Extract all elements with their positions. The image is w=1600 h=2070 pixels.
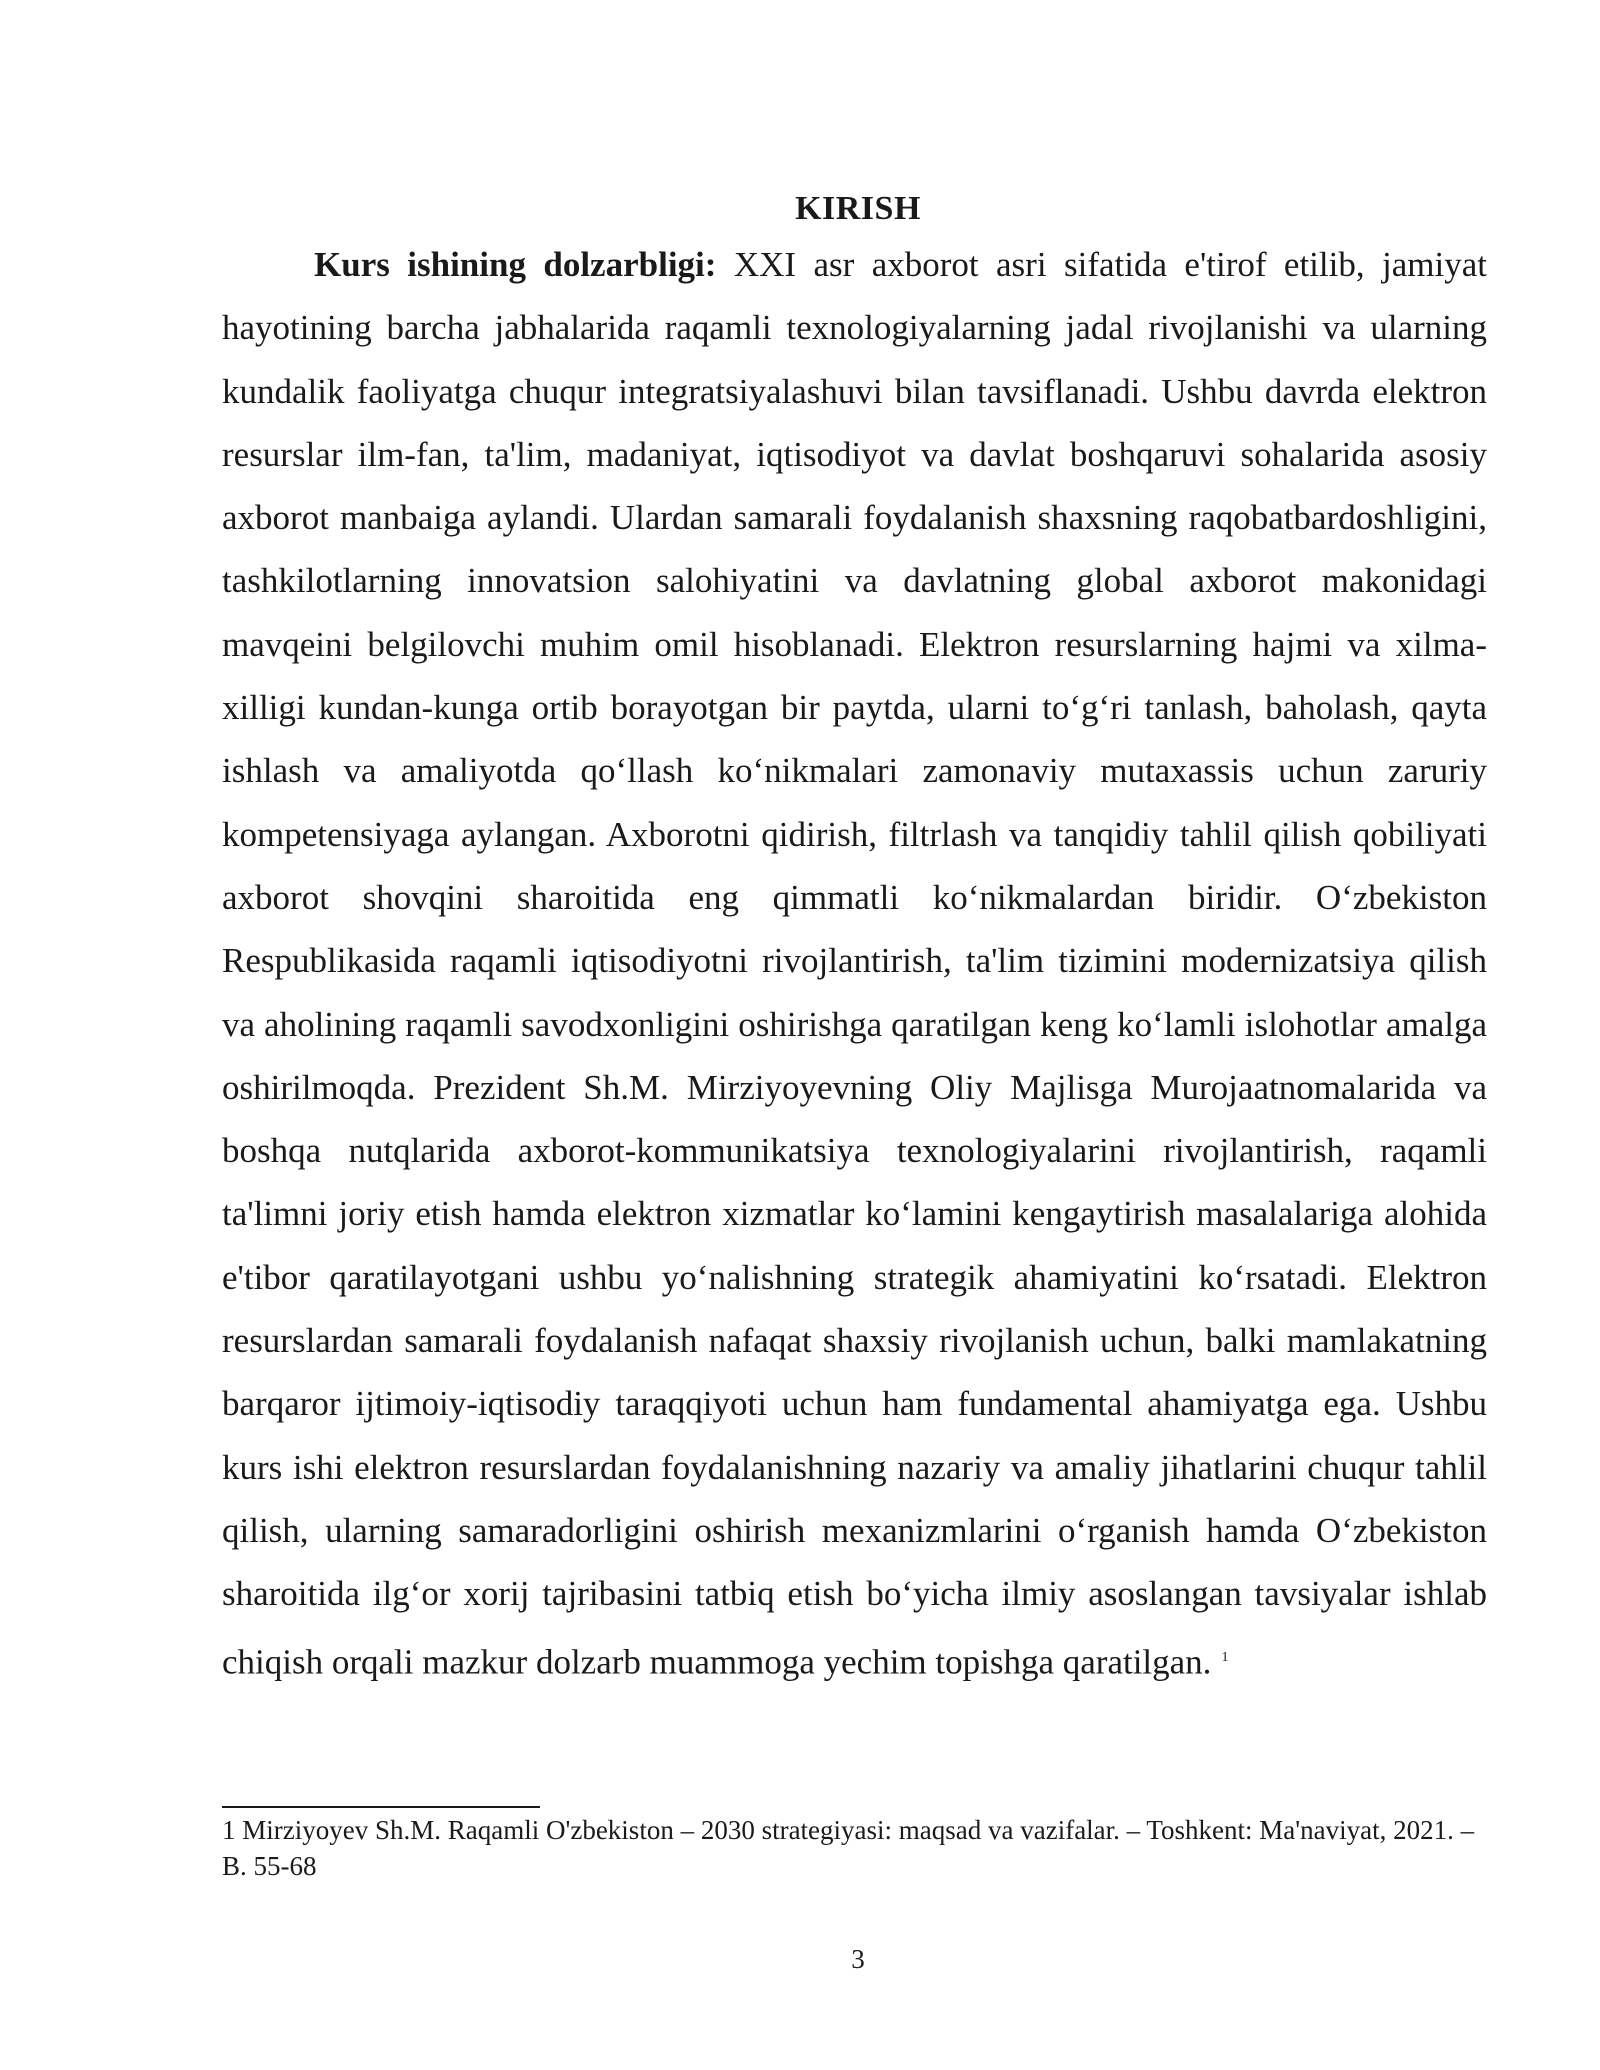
footnote-text: 1 Mirziyoyev Sh.M. Raqamli O'zbekiston – 2030 strategiyasi: maqsad va vazifalar. – Toshkent: Ma'naviyat, 2021. – B. 55-68 — [222, 1815, 1475, 1881]
page-number: 3 — [851, 1944, 865, 1974]
section-heading: KIRISH — [795, 190, 921, 227]
body-paragraph — [222, 233, 1487, 1693]
footnote-marker[interactable]: 1 — [1221, 1649, 1229, 1665]
paragraph-text: XXI asr axborot asri sifatida e'tirof etilib, jamiyat hayotining barcha jabhalarida raqamli texnologiyalarning jadal rivojlanishi va ularning kundalik faoliyatga chuqur integratsiyalashuvi bilan tavsiflanadi. Ushbu davrda elektron resurslar ilm-fan, ta'lim, madaniyat, iqtisodiyot va davlat boshqaruvi sohalarida asosiy axborot manbaiga aylandi. Ulardan samarali foydalanish shaxsning raqobatbardoshligini, tashkilotlarning innovatsion salohiyatini va davlatning global axborot makonidagi mavqeini belgilovchi muhim omil hisoblanadi. Elektron resurslarning hajmi va xilma-xilligi kundan-kunga ortib borayotgan bir paytda, ularni to‘g‘ri tanlash, baholash, qayta ishlash va amaliyotda qo‘llash ko‘nikmalari zamonaviy mutaxassis uchun zaruriy kompetensiyaga aylangan. Axborotni qidirish, filtrlash va tanqidiy tahlil qilish qobiliyati axborot shovqini sharoitida eng qimmatli ko‘nikmalardan biridir. O‘zbekiston Respublikasida raqamli iqtisodiyotni rivojlantirish, ta'lim tizimini modernizatsiya qilish va aholining raqamli savodxonligini oshirishga qaratilgan keng ko‘lamli islohotlar amalga oshirilmoqda. Prezident Sh.M. Mirziyoyevning Oliy Majlisga Murojaatnomalarida va boshqa nutqlarida axborot-kommunikatsiya texnologiyalarini rivojlantirish, raqamli ta'limni joriy etish hamda elektron xizmatlar ko‘lamini kengaytirish masalalariga alohida e'tibor qaratilayotgani ushbu yo‘nalishning strategik ahamiyatini ko‘rsatadi. Elektron resurslardan samarali foydalanish nafaqat shaxsiy rivojlanish uchun, balki mamlakatning barqaror ijtimoiy-iqtisodiy taraqqiyoti uchun ham fundamental ahamiyatga ega. Ushbu kurs ishi elektron resurslardan foydalanishning nazariy va amaliy jihatlarini chuqur tahlil qilish, ularning samaradorligini oshirish mexanizmlarini o‘rganish hamda O‘zbekiston sharoitida ilg‘or xorij tajribasini tatbiq etish bo‘yicha ilmiy asoslangan tavsiyalar ishlab chiqish orqali mazkur dolzarb muammoga yechim topishga qaratilgan. — [222, 245, 1487, 1682]
lead-label: Kurs ishining dolzarbligi: — [314, 245, 717, 284]
footnote-divider — [222, 1806, 540, 1808]
